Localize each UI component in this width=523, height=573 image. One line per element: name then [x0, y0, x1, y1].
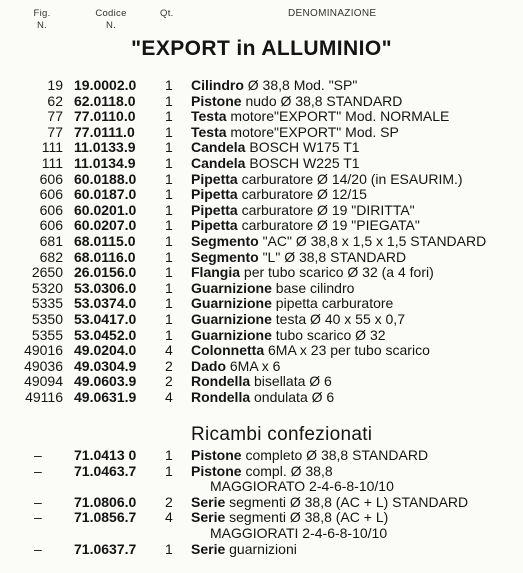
part-detail: segmenti Ø 38,8 (AC + L) STANDARD: [225, 493, 469, 510]
part-detail: "AC" Ø 38,8 x 1,5 x 1,5 STANDARD: [258, 232, 487, 249]
part-name: Candela: [191, 154, 246, 171]
page-title: "EXPORT in ALLUMINIO": [131, 37, 392, 60]
part-detail: guarnizioni: [225, 540, 297, 557]
quantity: 1: [165, 248, 173, 265]
fig-number: 5335: [31, 295, 63, 312]
list-item-continuation: [0, 479, 523, 495]
spares-list: [0, 448, 523, 557]
part-description: [191, 265, 434, 281]
list-item: [0, 464, 523, 480]
part-description: [191, 328, 386, 344]
quantity: 1: [165, 154, 173, 171]
part-detail: base cilindro: [271, 279, 355, 296]
part-description: [191, 156, 360, 172]
fig-number: 5355: [31, 326, 63, 343]
quantity: 1: [165, 77, 173, 93]
list-item: [0, 187, 523, 203]
part-detail: ondulata Ø 6: [250, 388, 335, 405]
header-code: [88, 8, 134, 32]
list-item: [0, 542, 523, 558]
quantity: 4: [165, 388, 173, 405]
part-detail: motore"EXPORT" Mod. NORMALE: [226, 108, 450, 125]
quantity: 1: [165, 139, 173, 156]
quantity: 2: [165, 357, 173, 374]
part-code: 26.0156.0: [74, 264, 137, 281]
part-code: 11.0133.9: [74, 139, 136, 156]
quantity: 1: [165, 217, 173, 234]
part-name: Serie: [191, 493, 226, 510]
part-name: Segmento: [191, 248, 259, 265]
part-description: [191, 140, 360, 156]
fig-number: 111: [41, 139, 63, 156]
part-description: [191, 343, 430, 359]
quantity: 1: [165, 540, 173, 557]
part-description: [191, 510, 388, 526]
part-code: 49.0603.9: [74, 373, 137, 390]
part-code: 60.0187.0: [74, 186, 137, 203]
part-description: [191, 281, 354, 297]
fig-number: –: [34, 462, 42, 479]
part-detail: completo Ø 38,8 STANDARD: [241, 447, 429, 463]
part-name: Rondella: [191, 388, 251, 405]
fig-number: 62: [47, 92, 63, 109]
fig-number: 49094: [24, 373, 63, 390]
part-description: [191, 203, 415, 219]
fig-number: 19: [47, 77, 63, 93]
list-item-continuation: [0, 526, 523, 542]
quantity: 1: [165, 201, 173, 218]
part-detail: carburatore Ø 12/15: [237, 186, 367, 203]
part-detail: motore"EXPORT" Mod. SP: [226, 123, 399, 140]
part-description: [191, 296, 393, 312]
fig-number: 111: [41, 154, 63, 171]
part-description: [191, 312, 405, 328]
part-name: Rondella: [191, 373, 251, 390]
list-item: [0, 203, 523, 219]
list-item: [0, 109, 523, 125]
fig-number: 5320: [31, 279, 63, 296]
part-code: 68.0116.0: [74, 248, 136, 265]
part-description: [191, 359, 280, 375]
part-name: Cilindro: [191, 77, 244, 93]
part-name: Dado: [191, 357, 226, 374]
fig-number: 2650: [31, 264, 63, 281]
quantity: 1: [165, 92, 173, 109]
part-detail: carburatore Ø 19 "PIEGATA": [237, 217, 420, 234]
part-detail: BOSCH W225 T1: [245, 154, 360, 171]
part-code: 53.0452.0: [74, 326, 137, 343]
part-description: [191, 390, 334, 406]
part-description: [191, 109, 449, 125]
part-name: Serie: [191, 540, 226, 557]
quantity: 1: [165, 123, 173, 140]
part-detail: Ø 38,8 Mod. "SP": [243, 77, 358, 93]
part-name: Colonnetta: [191, 342, 265, 359]
part-name: Pipetta: [191, 201, 238, 218]
part-code: 53.0306.0: [74, 279, 137, 296]
part-description: [191, 187, 367, 203]
part-code: 49.0304.9: [74, 357, 137, 374]
header-fig-n: N.: [36, 20, 48, 31]
header-fig-label: Fig.: [33, 8, 51, 19]
part-name: Pistone: [191, 447, 242, 463]
quantity: 1: [165, 232, 173, 249]
part-code: 71.0463.7: [74, 462, 137, 479]
list-item: [0, 390, 523, 406]
fig-number: –: [34, 540, 42, 557]
part-code: 71.0806.0: [74, 493, 137, 510]
quantity: 4: [165, 509, 173, 526]
part-code: 77.0110.0: [74, 108, 136, 125]
list-item: [0, 265, 523, 281]
part-description: [191, 78, 357, 94]
part-detail: bisellata Ø 6: [250, 373, 332, 390]
part-detail: BOSCH W175 T1: [245, 139, 360, 156]
part-detail: tubo scarico Ø 32: [271, 326, 386, 343]
part-detail: 6MA x 6: [226, 357, 281, 374]
fig-number: 77: [47, 123, 63, 140]
list-item: [0, 495, 523, 511]
part-description: [191, 448, 428, 464]
part-detail: per tubo scarico Ø 32 (a 4 fori): [240, 264, 434, 281]
list-item: [0, 250, 523, 266]
fig-number: 681: [39, 232, 63, 249]
part-name: Segmento: [191, 232, 259, 249]
quantity: 1: [165, 326, 173, 343]
quantity: 1: [165, 108, 173, 125]
header-code-n: N.: [105, 20, 117, 31]
part-name: Guarnizione: [191, 310, 272, 327]
header-fig: [31, 8, 53, 32]
fig-number: 606: [39, 217, 63, 234]
part-name: Testa: [191, 123, 227, 140]
header-code-label: Codice: [95, 8, 127, 19]
part-code: 49.0631.9: [74, 388, 137, 405]
quantity: 1: [165, 462, 173, 479]
part-detail: 6MA x 23 per tubo scarico: [264, 342, 430, 359]
part-code: 68.0115.0: [74, 232, 136, 249]
fig-number: –: [34, 447, 42, 463]
quantity: 1: [165, 447, 173, 463]
list-item: [0, 359, 523, 375]
part-code: 71.0413 0: [74, 447, 137, 463]
fig-number: 77: [47, 108, 63, 125]
quantity: 1: [165, 310, 173, 327]
part-code: 60.0188.0: [74, 170, 137, 187]
part-code: 71.0856.7: [74, 509, 137, 526]
part-name: Pipetta: [191, 186, 238, 203]
part-description: [191, 495, 468, 511]
list-item: [0, 94, 523, 110]
part-code: 60.0207.0: [74, 217, 137, 234]
quantity: 4: [165, 342, 173, 359]
list-item: [0, 125, 523, 141]
list-item: [0, 218, 523, 234]
part-code: 77.0111.0: [74, 123, 135, 140]
fig-number: 606: [39, 186, 63, 203]
part-detail: carburatore Ø 14/20 (in ESAURIM.): [237, 170, 463, 187]
part-detail: segmenti Ø 38,8 (AC + L): [225, 509, 389, 526]
part-description: [191, 94, 402, 110]
quantity: 1: [165, 295, 173, 312]
part-description: [191, 374, 332, 390]
part-description: [191, 218, 420, 234]
list-item: [0, 172, 523, 188]
part-detail-continued: MAGGIORATO 2-4-6-8-10/10: [210, 478, 394, 495]
list-item: [0, 448, 523, 464]
part-code: 62.0118.0: [74, 92, 136, 109]
part-detail: testa Ø 40 x 55 x 0,7: [271, 310, 405, 327]
part-name: Pipetta: [191, 217, 238, 234]
part-name: Candela: [191, 139, 246, 156]
part-name: Testa: [191, 108, 227, 125]
list-item: [0, 510, 523, 526]
list-item: [0, 343, 523, 359]
list-item: [0, 78, 523, 94]
fig-number: –: [34, 493, 42, 510]
part-detail: nudo Ø 38,8 STANDARD: [241, 92, 403, 109]
part-name: Guarnizione: [191, 326, 272, 343]
quantity: 1: [165, 264, 173, 281]
list-item: [0, 328, 523, 344]
quantity: 2: [165, 493, 173, 510]
fig-number: 49036: [24, 357, 63, 374]
list-item: [0, 234, 523, 250]
part-description: [191, 234, 486, 250]
part-name: Guarnizione: [191, 295, 272, 312]
fig-number: 606: [39, 201, 63, 218]
parts-list: [0, 78, 523, 405]
list-item: [0, 156, 523, 172]
part-detail: carburatore Ø 19 "DIRITTA": [237, 201, 415, 218]
fig-number: 49016: [24, 342, 63, 359]
spares-title: Ricambi confezionati: [191, 424, 373, 445]
part-detail-continued: MAGGIORATI 2-4-6-8-10/10: [210, 524, 388, 541]
part-name: Guarnizione: [191, 279, 272, 296]
part-code: 11.0134.9: [74, 154, 136, 171]
part-description: [191, 125, 399, 141]
part-detail: compl. Ø 38,8: [241, 462, 333, 479]
part-name: Pistone: [191, 462, 242, 479]
part-code: 53.0417.0: [74, 310, 137, 327]
fig-number: 606: [39, 170, 63, 187]
list-item: [0, 281, 523, 297]
fig-number: 49116: [25, 388, 63, 405]
part-detail: pipetta carburatore: [271, 295, 394, 312]
header-qty: Qt.: [160, 8, 174, 19]
part-name: Pipetta: [191, 170, 238, 187]
quantity: 2: [165, 373, 173, 390]
list-item: [0, 140, 523, 156]
fig-number: 682: [39, 248, 63, 265]
quantity: 1: [165, 279, 173, 296]
quantity: 1: [165, 170, 173, 187]
list-item: [0, 312, 523, 328]
fig-number: –: [34, 509, 42, 526]
quantity: 1: [165, 186, 173, 203]
part-code: 19.0002.0: [74, 77, 137, 93]
part-description: [191, 172, 463, 188]
part-description: [191, 464, 333, 480]
fig-number: 5350: [31, 310, 63, 327]
header-name: DENOMINAZIONE: [288, 8, 377, 19]
part-code: 60.0201.0: [74, 201, 137, 218]
part-name: Pistone: [191, 92, 242, 109]
part-detail: "L" Ø 38,8 STANDARD: [258, 248, 407, 265]
part-description: [191, 250, 406, 266]
list-item: [0, 296, 523, 312]
list-item: [0, 374, 523, 390]
part-description: [191, 542, 297, 558]
part-code: 71.0637.7: [74, 540, 137, 557]
part-code: 49.0204.0: [74, 342, 137, 359]
part-name: Flangia: [191, 264, 241, 281]
part-code: 53.0374.0: [74, 295, 137, 312]
part-name: Serie: [191, 509, 226, 526]
